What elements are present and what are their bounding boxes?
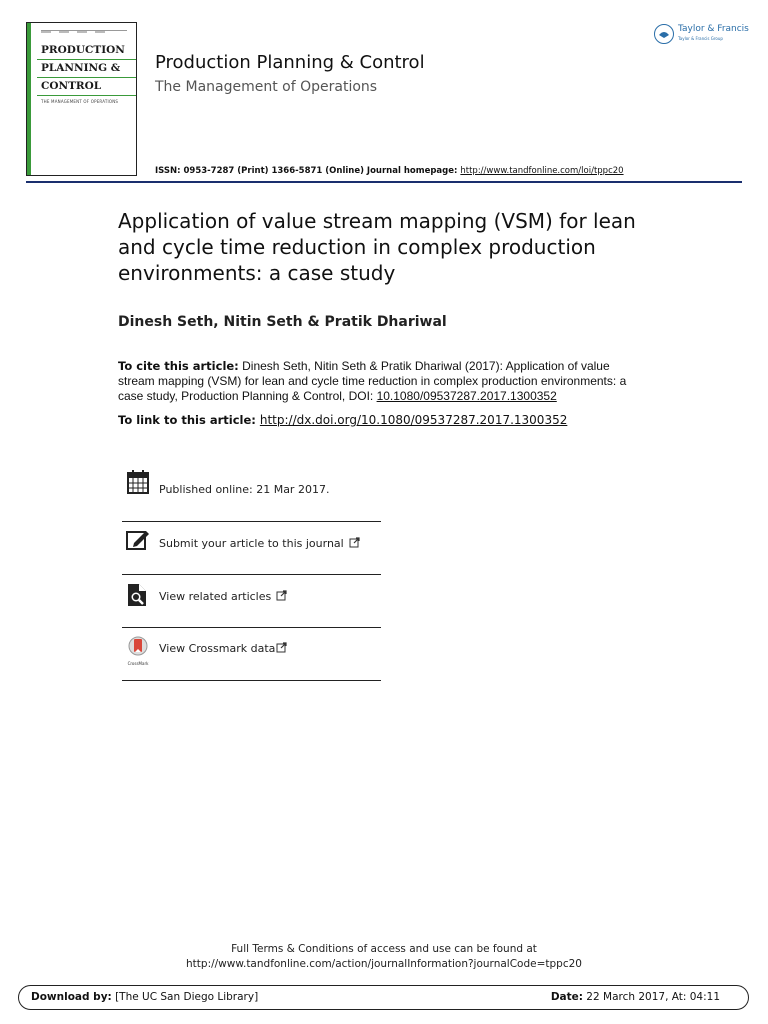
date-label: Date: <box>550 991 583 1003</box>
related-articles-label: View related articles <box>159 590 272 603</box>
publisher-logo-icon <box>654 24 674 44</box>
published-online-text: Published online: 21 Mar 2017. <box>159 483 330 496</box>
terms-notice <box>0 942 768 972</box>
cover-publisher-mark <box>41 166 121 170</box>
cover-title-line: CONTROL <box>37 78 137 96</box>
journal-subtitle: The Management of Operations <box>155 79 378 95</box>
document-search-icon <box>126 583 150 607</box>
crossmark-badge-text: CrossMark <box>127 661 149 666</box>
external-link-icon <box>276 590 287 601</box>
cover-top-decoration <box>41 30 127 36</box>
article-link-line <box>118 413 567 427</box>
cover-spine <box>27 23 31 176</box>
submit-article-row[interactable] <box>122 522 381 575</box>
cover-title-line: PRODUCTION <box>37 42 137 60</box>
download-value: [The UC San Diego Library] <box>111 991 259 1003</box>
link-label: To link to this article: <box>118 413 256 427</box>
cover-title-line: PLANNING & <box>37 60 137 78</box>
submit-article-label: Submit your article to this journal <box>159 537 344 550</box>
terms-url[interactable]: http://www.tandfonline.com/action/journalInformation?journalCode=tppc20 <box>186 958 582 970</box>
crossmark-link[interactable] <box>159 642 287 655</box>
doi-url-link[interactable]: http://dx.doi.org/10.1080/09537287.2017.1300352 <box>259 413 568 427</box>
journal-title: Production Planning & Control <box>155 52 425 73</box>
cover-title <box>37 42 137 96</box>
download-info-bar <box>18 985 749 1010</box>
citation-text: Dinesh Seth, Nitin Seth & Pratik Dhariwal (2017): Application of value stream mapping (VSM) for lean and cycle time reduction in complex production environments: a case study, Production Planning & Control, DOI: <box>118 359 627 403</box>
crossmark-label: View Crossmark data <box>159 642 276 655</box>
citation-block <box>118 359 648 404</box>
crossmark-icon <box>126 636 150 666</box>
download-label: Download by: <box>31 991 112 1003</box>
external-link-icon <box>349 537 360 548</box>
doi-link[interactable]: 10.1080/09537287.2017.1300352 <box>376 389 557 403</box>
issn-line <box>155 166 624 176</box>
publisher-group: Taylor & Francis Group <box>678 36 723 41</box>
publisher-logo[interactable] <box>654 22 749 46</box>
date-value: 22 March 2017, At: 04:11 <box>582 991 720 1003</box>
edit-icon <box>126 529 150 553</box>
submit-article-link[interactable] <box>159 537 360 550</box>
related-articles-row[interactable] <box>122 575 381 628</box>
download-by <box>31 991 258 1003</box>
journal-cover-image <box>26 22 137 176</box>
calendar-icon <box>126 469 150 493</box>
article-title: Application of value stream mapping (VSM) for lean and cycle time reduction in complex production environments: a case study <box>118 209 636 285</box>
crossmark-row[interactable] <box>122 628 381 681</box>
terms-line: Full Terms & Conditions of access and use can be found at <box>231 943 537 955</box>
published-online-row <box>122 469 381 522</box>
publisher-name: Taylor & Francis <box>678 24 749 34</box>
article-authors: Dinesh Seth, Nitin Seth & Pratik Dhariwal <box>118 314 447 330</box>
download-date <box>551 991 720 1003</box>
related-articles-link[interactable] <box>159 590 287 603</box>
citation-label: To cite this article: <box>118 359 239 373</box>
cover-subtitle: THE MANAGEMENT OF OPERATIONS <box>41 99 119 104</box>
issn-text: ISSN: 0953-7287 (Print) 1366-5871 (Online) Journal homepage: <box>155 166 461 176</box>
external-link-icon <box>276 642 287 653</box>
header-divider <box>26 181 742 183</box>
journal-homepage-link[interactable]: http://www.tandfonline.com/loi/tppc20 <box>460 166 624 176</box>
